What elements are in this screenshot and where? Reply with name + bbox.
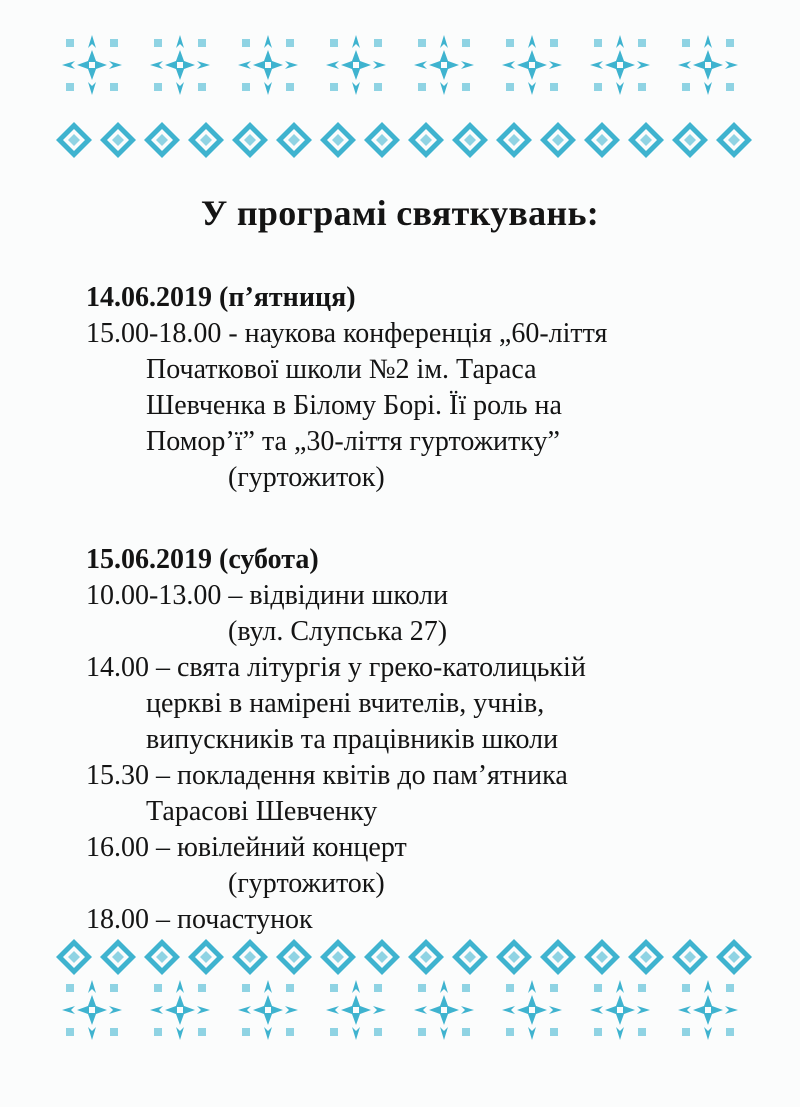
program-line: (вул. Слупська 27)	[228, 616, 448, 647]
program-line: випускників та працівників школи	[146, 724, 559, 755]
program-content	[86, 280, 766, 938]
program-line: 14.00 – свята літургія у греко-католицькій	[86, 652, 586, 683]
program-line: (гуртожиток)	[228, 462, 385, 493]
program-line: Шевченка в Білому Борі. Її роль на	[146, 390, 562, 421]
program-line: 15.30 – покладення квітів до пам’ятника	[86, 760, 568, 791]
day-heading-saturday: 15.06.2019 (субота)	[86, 544, 319, 575]
page-title: У програмі святкувань:	[200, 193, 600, 233]
program-line: (гуртожиток)	[228, 868, 385, 899]
program-line: Помор’ї” та „30-ліття гуртожитку”	[146, 426, 560, 457]
program-line: 15.00-18.00 - наукова конференція „60-ліття	[86, 318, 608, 349]
program-line: Тарасові Шевченку	[146, 796, 378, 827]
embroidery-diamond-ornament-icon	[52, 118, 752, 162]
program-line: 10.00-13.00 – відвідини школи	[86, 580, 449, 611]
bottom-star-ornament-band	[52, 975, 752, 1045]
embroidery-star-ornament-icon	[52, 30, 752, 100]
program-line: Початкової школи №2 ім. Тараса	[146, 354, 537, 385]
section-spacer	[86, 496, 766, 542]
day-heading-friday: 14.06.2019 (п’ятниця)	[86, 282, 356, 313]
program-line: церкві в намірені вчителів, учнів,	[146, 688, 545, 719]
top-small-ornament-band	[52, 118, 752, 162]
bottom-small-ornament-band	[52, 935, 752, 979]
top-star-ornament-band	[52, 30, 752, 100]
embroidery-diamond-ornament-icon	[52, 935, 752, 979]
program-line: 16.00 – ювілейний концерт	[86, 832, 407, 863]
embroidery-star-ornament-icon	[52, 975, 752, 1045]
program-line: 18.00 – почастунок	[86, 904, 313, 935]
